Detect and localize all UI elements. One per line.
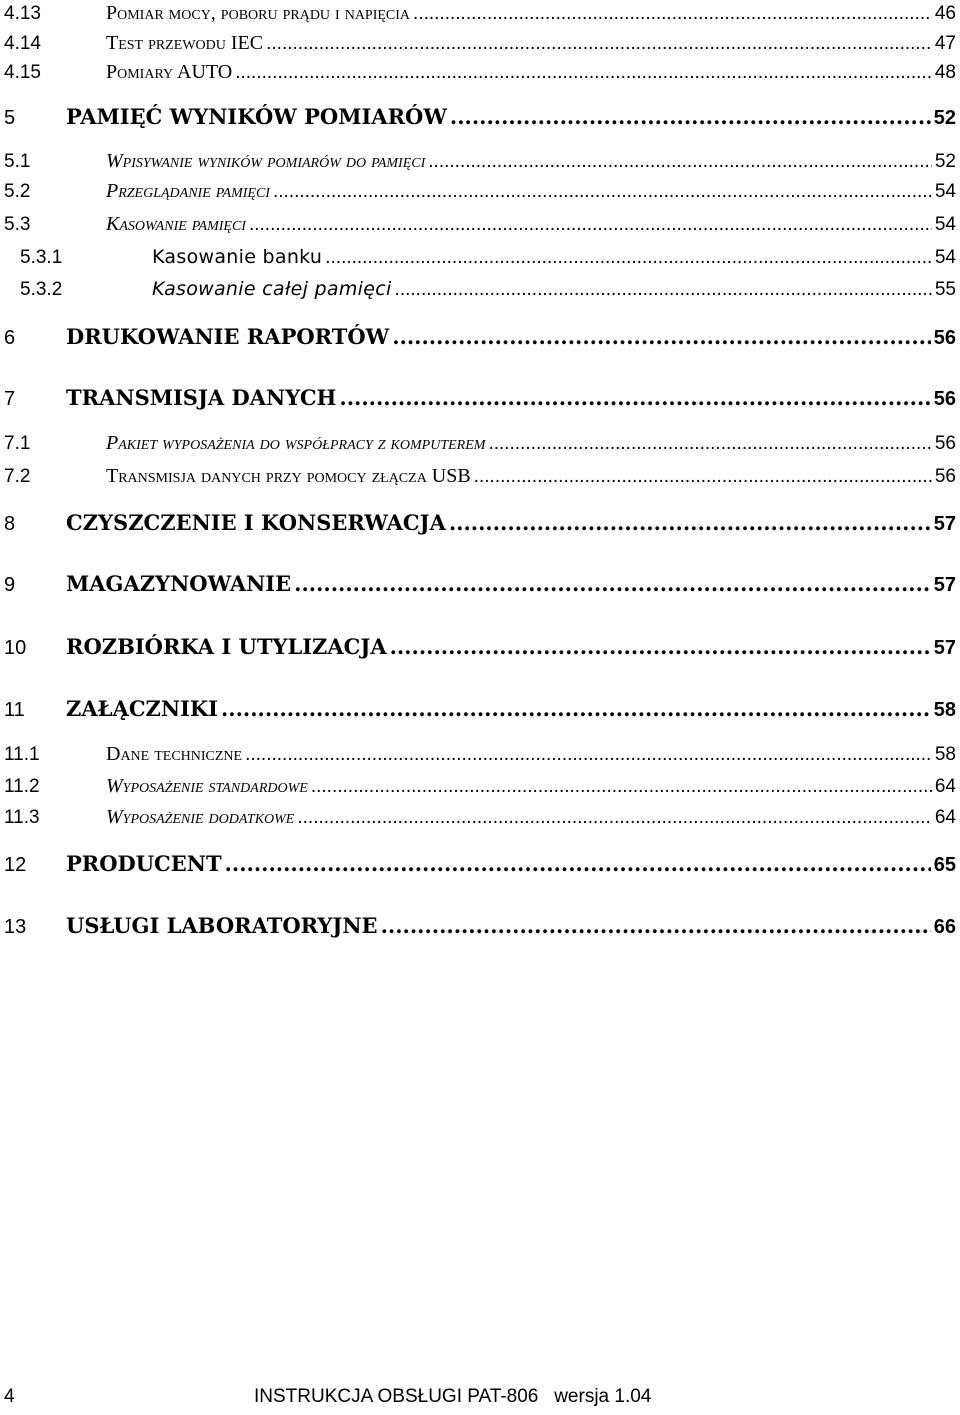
toc-entry-title: USŁUGI LABORATORYJNE [66, 913, 378, 938]
toc-entry-number: 5.3.2 [20, 279, 63, 300]
toc-entry-page: 64 [934, 776, 956, 797]
toc-leader-dots [235, 62, 932, 84]
toc-entry-number: 13 [4, 916, 27, 938]
toc-entry-page: 54 [934, 214, 956, 235]
toc-entry-title: CZYSZCZENIE I KONSERWACJA [66, 510, 446, 535]
toc-entry-title: Transmisja danych przy pomocy złącza USB [106, 465, 471, 487]
toc-entry-number: 8 [4, 513, 16, 535]
footer-document-title: INSTRUKCJA OBSŁUGI PAT-806 wersja 1.04 [254, 1386, 652, 1407]
toc-entry-13[interactable] [4, 913, 956, 939]
toc-entry-number: 7.2 [4, 466, 31, 487]
toc-leader-dots [297, 807, 931, 829]
toc-entry-page: 52 [934, 151, 956, 172]
toc-entry-5[interactable] [4, 104, 956, 130]
toc-entry-title: ZAŁĄCZNIKI [66, 696, 218, 721]
toc-entry-5-3[interactable] [4, 213, 956, 236]
toc-entry-page: 65 [933, 854, 956, 876]
toc-entry-page: 52 [933, 107, 956, 129]
toc-entry-page: 48 [934, 62, 956, 83]
toc-leader-dots [449, 510, 931, 535]
toc-entry-page: 56 [934, 466, 956, 487]
toc-entry-8[interactable] [4, 510, 956, 536]
toc-entry-number: 5 [4, 107, 16, 129]
toc-entry-11-1[interactable] [4, 743, 956, 766]
toc-entry-page: 46 [934, 3, 956, 24]
toc-leader-dots [221, 696, 931, 721]
toc-entry-title: PRODUCENT [66, 851, 222, 876]
toc-entry-title: Wyposażenie dodatkowe [106, 806, 295, 828]
toc-leader-dots [225, 851, 931, 876]
toc-entry-10[interactable] [4, 634, 956, 660]
toc-entry-page: 57 [933, 513, 956, 535]
toc-entry-5-2[interactable] [4, 180, 956, 203]
toc-entry-page: 64 [934, 807, 956, 828]
toc-entry-page: 54 [934, 181, 956, 202]
footer-page-number: 4 [4, 1386, 15, 1407]
toc-entry-4-14[interactable] [4, 32, 956, 55]
toc-entry-title: Wyposażenie standardowe [106, 775, 308, 797]
toc-entry-number: 12 [4, 854, 27, 876]
toc-entry-page: 56 [933, 327, 956, 349]
toc-entry-title: Pomiary AUTO [106, 61, 233, 83]
toc-leader-dots [339, 385, 930, 410]
toc-entry-title: PAMIĘĆ WYNIKÓW POMIARÓW [66, 104, 447, 129]
toc-entry-number: 7.1 [4, 433, 31, 454]
toc-entry-number: 7 [4, 388, 16, 410]
toc-entry-page: 56 [934, 433, 956, 454]
toc-entry-title: Dane techniczne [106, 743, 243, 765]
toc-entry-title: DRUKOWANIE RAPORTÓW [66, 324, 390, 349]
toc-leader-dots [381, 913, 931, 938]
toc-entry-11[interactable] [4, 696, 956, 722]
toc-entry-9[interactable] [4, 571, 956, 597]
toc-entry-number: 5.3 [4, 214, 31, 235]
toc-entry-number: 6 [4, 327, 16, 349]
toc-entry-number: 11 [4, 699, 25, 721]
toc-entry-11-3[interactable] [4, 806, 956, 829]
toc-entry-11-2[interactable] [4, 775, 956, 798]
toc-entry-number: 4.13 [4, 3, 41, 24]
toc-entry-5-1[interactable] [4, 150, 956, 173]
toc-leader-dots [474, 466, 932, 488]
toc-entry-5-3-2[interactable] [4, 278, 956, 301]
toc-entry-page: 54 [934, 247, 956, 268]
toc-entry-number: 4.15 [4, 62, 41, 83]
toc-entry-4-13[interactable] [4, 2, 956, 25]
toc-leader-dots [395, 279, 932, 301]
toc-entry-title: Pakiet wyposażenia do współpracy z komputerem [106, 432, 486, 454]
toc-entry-title: Pomiar mocy, poboru prądu i napięcia [106, 2, 411, 24]
toc-entry-number: 9 [4, 574, 16, 596]
toc-entry-page: 58 [933, 699, 956, 721]
toc-leader-dots [390, 634, 931, 659]
toc-entry-7[interactable] [4, 385, 956, 411]
toc-entry-number: 11.3 [4, 807, 40, 828]
toc-leader-dots [311, 776, 932, 798]
toc-entry-12[interactable] [4, 851, 956, 877]
toc-entry-title: Kasowanie banku [152, 246, 323, 268]
toc-leader-dots [325, 247, 932, 269]
toc-entry-number: 4.14 [4, 33, 41, 54]
toc-entry-title: Wpisywanie wyników pomiarów do pamięci [106, 150, 426, 172]
toc-entry-page: 55 [934, 279, 956, 300]
toc-entry-number: 11.1 [4, 744, 40, 765]
toc-entry-7-1[interactable] [4, 432, 956, 455]
toc-entry-page: 47 [934, 33, 956, 54]
toc-entry-number: 5.1 [4, 151, 31, 172]
toc-entry-title: Test przewodu IEC [106, 32, 264, 54]
toc-entry-title: Przeglądanie pamięci [106, 180, 270, 202]
toc-entry-title: Kasowanie całej pamięci [152, 278, 392, 300]
toc-entry-7-2[interactable] [4, 465, 956, 488]
toc-leader-dots [488, 433, 931, 455]
toc-entry-page: 58 [934, 744, 956, 765]
toc-entry-page: 57 [933, 637, 956, 659]
toc-leader-dots [413, 3, 932, 25]
toc-entry-page: 56 [933, 388, 956, 410]
toc-leader-dots [273, 181, 932, 203]
toc-entry-number: 10 [4, 637, 27, 659]
toc-leader-dots [249, 214, 932, 236]
toc-entry-page: 66 [933, 916, 956, 938]
toc-entry-number: 5.2 [4, 181, 31, 202]
toc-leader-dots [428, 151, 932, 173]
toc-entry-number: 11.2 [4, 776, 40, 797]
toc-leader-dots [450, 104, 931, 129]
toc-entry-title: MAGAZYNOWANIE [66, 571, 292, 596]
toc-entry-title: ROZBIÓRKA I UTYLIZACJA [66, 634, 387, 659]
toc-entry-title: TRANSMISJA DANYCH [66, 385, 337, 410]
toc-entry-4-15[interactable] [4, 61, 956, 84]
toc-entry-5-3-1[interactable] [4, 246, 956, 269]
toc-leader-dots [266, 33, 932, 55]
toc-leader-dots [392, 324, 931, 349]
toc-entry-title: Kasowanie pamięci [106, 213, 246, 235]
toc-leader-dots [294, 571, 931, 596]
toc-leader-dots [245, 744, 932, 766]
toc-entry-6[interactable] [4, 324, 956, 350]
toc-entry-number: 5.3.1 [20, 247, 63, 268]
toc-entry-page: 57 [933, 574, 956, 596]
